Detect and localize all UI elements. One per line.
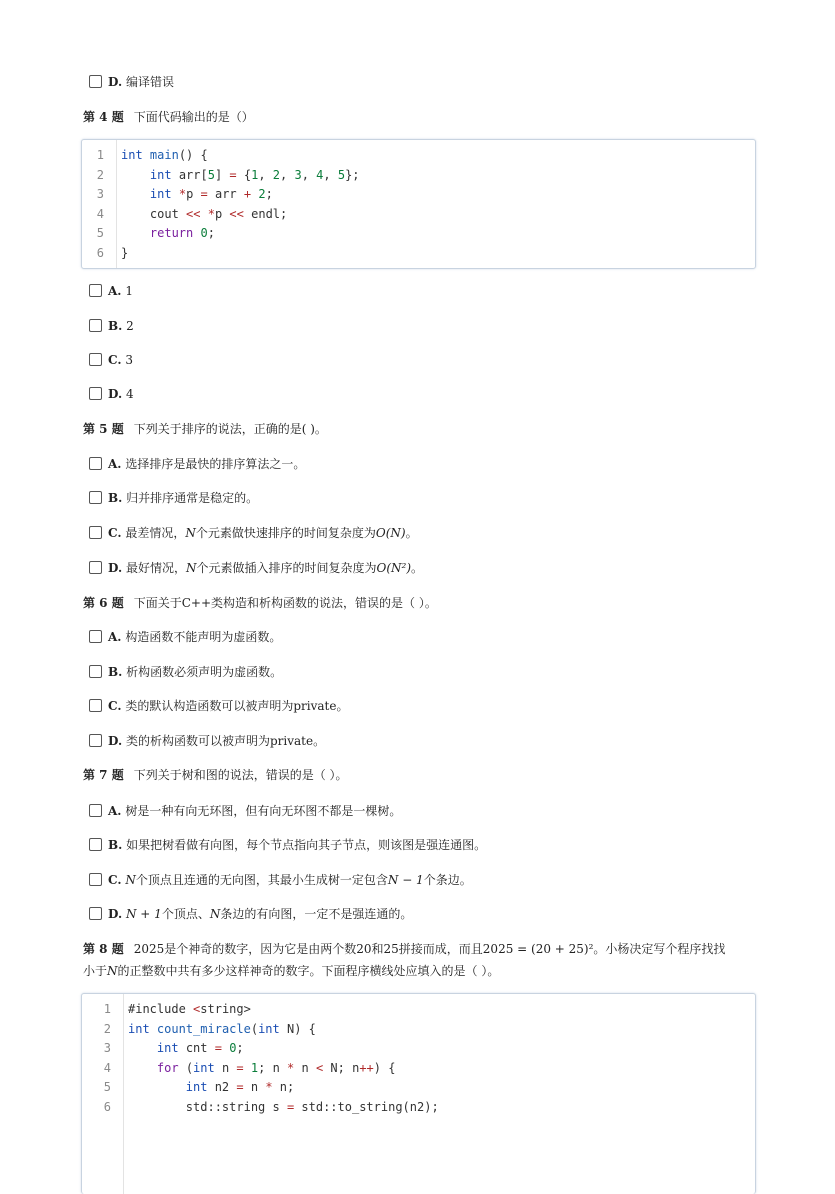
code-line: int arr[5] = {1, 2, 3, 4, 5};	[149, 167, 360, 182]
code-line: for (int n = 1; n * n < N; n++) {	[156, 1060, 396, 1075]
question-4-title: 第 4 题 下面代码输出的是（）	[83, 110, 254, 124]
line-number: 4	[103, 1060, 111, 1075]
q7-option-a[interactable]: A. 树是一种有向无环图，但有向无环图不都是一棵树。	[89, 803, 401, 819]
question-7-title: 第 7 题 下列关于树和图的说法，错误的是（ ）。	[83, 768, 348, 782]
checkbox[interactable]	[89, 75, 102, 88]
checkbox[interactable]	[89, 284, 102, 297]
q5-option-d[interactable]: D. 最好情况，N个元素做插入排序的时间复杂度为O(N²)。	[89, 560, 423, 576]
q5-option-a[interactable]: A. 选择排序是最快的排序算法之一。	[89, 456, 305, 472]
checkbox[interactable]	[89, 699, 102, 712]
q6-option-b[interactable]: B. 析构函数必须声明为虚函数。	[89, 664, 282, 680]
q7-option-b[interactable]: B. 如果把树看做有向图，每个节点指向其子节点，则该图是强连通图。	[89, 837, 486, 853]
code-line: int *p = arr + 2;	[149, 187, 273, 201]
code-block-q8	[81, 993, 756, 1194]
line-number: 6	[96, 245, 104, 260]
question-6-title: 第 6 题 下面关于C++类构造和析构函数的说法，错误的是（ ）。	[83, 596, 437, 610]
q6-option-a[interactable]: A. 构造函数不能声明为虚函数。	[89, 629, 281, 645]
checkbox[interactable]	[89, 838, 102, 851]
code-line: std::string s = std::to_string(n2);	[128, 1099, 439, 1114]
question-5-title: 第 5 题 下列关于排序的说法，正确的是( )。	[83, 422, 327, 436]
line-number: 1	[103, 1002, 111, 1016]
q3-option-d[interactable]: D. 编译错误	[89, 74, 174, 90]
code-line: }	[121, 245, 129, 260]
q4-option-a[interactable]: A. 1	[89, 283, 133, 299]
checkbox[interactable]	[89, 387, 102, 400]
line-number: 4	[96, 206, 104, 221]
code-line: int n2 = n * n;	[185, 1080, 295, 1094]
code-line: return 0;	[149, 226, 215, 240]
line-number: 1	[96, 148, 104, 162]
question-8-title: 第 8 题 2025是个神奇的数字，因为它是由两个数20和25拼接而成，而且2025 = (20 + 25)²。小杨决定写个程序找找	[83, 942, 726, 956]
checkbox[interactable]	[89, 319, 102, 332]
line-number: 5	[103, 1080, 111, 1094]
code-block-q4	[81, 139, 756, 269]
line-number: 3	[96, 187, 104, 201]
q4-option-b[interactable]: B. 2	[89, 318, 134, 334]
q4-option-d[interactable]: D. 4	[89, 386, 134, 402]
question-8-text-line2: 小于N的正整数中共有多少这样神奇的数字。下面程序横线处应填入的是（ ）。	[83, 964, 500, 978]
checkbox[interactable]	[89, 734, 102, 747]
q7-option-d[interactable]: D. N + 1个顶点、N条边的有向图，一定不是强连通的。	[89, 906, 412, 922]
checkbox[interactable]	[89, 804, 102, 817]
q5-option-b[interactable]: B. 归并排序通常是稳定的。	[89, 490, 258, 506]
line-number: 2	[96, 167, 104, 182]
checkbox[interactable]	[89, 665, 102, 678]
q7-option-c[interactable]: C. N个顶点且连通的无向图，其最小生成树一定包含N − 1个条边。	[89, 872, 472, 888]
code-line: #include <string>	[128, 1002, 251, 1016]
code-line: cout << *p << endl;	[121, 206, 288, 221]
checkbox[interactable]	[89, 907, 102, 920]
line-number: 2	[103, 1021, 111, 1036]
checkbox[interactable]	[89, 457, 102, 470]
checkbox[interactable]	[89, 561, 102, 574]
checkbox[interactable]	[89, 630, 102, 643]
line-number: 3	[103, 1041, 111, 1055]
line-number: 5	[96, 226, 104, 240]
checkbox[interactable]	[89, 353, 102, 366]
checkbox[interactable]	[89, 526, 102, 539]
checkbox[interactable]	[89, 491, 102, 504]
line-number: 6	[103, 1099, 111, 1114]
code-line: int count_miracle(int N) {	[128, 1021, 316, 1036]
checkbox[interactable]	[89, 873, 102, 886]
code-line: int cnt = 0;	[156, 1041, 244, 1055]
q4-option-c[interactable]: C. 3	[89, 352, 133, 368]
code-line: int main() {	[121, 148, 208, 162]
q6-option-d[interactable]: D. 类的析构函数可以被声明为private。	[89, 733, 325, 749]
q5-option-c[interactable]: C. 最差情况，N个元素做快速排序的时间复杂度为O(N)。	[89, 525, 418, 541]
q6-option-c[interactable]: C. 类的默认构造函数可以被声明为private。	[89, 698, 348, 714]
